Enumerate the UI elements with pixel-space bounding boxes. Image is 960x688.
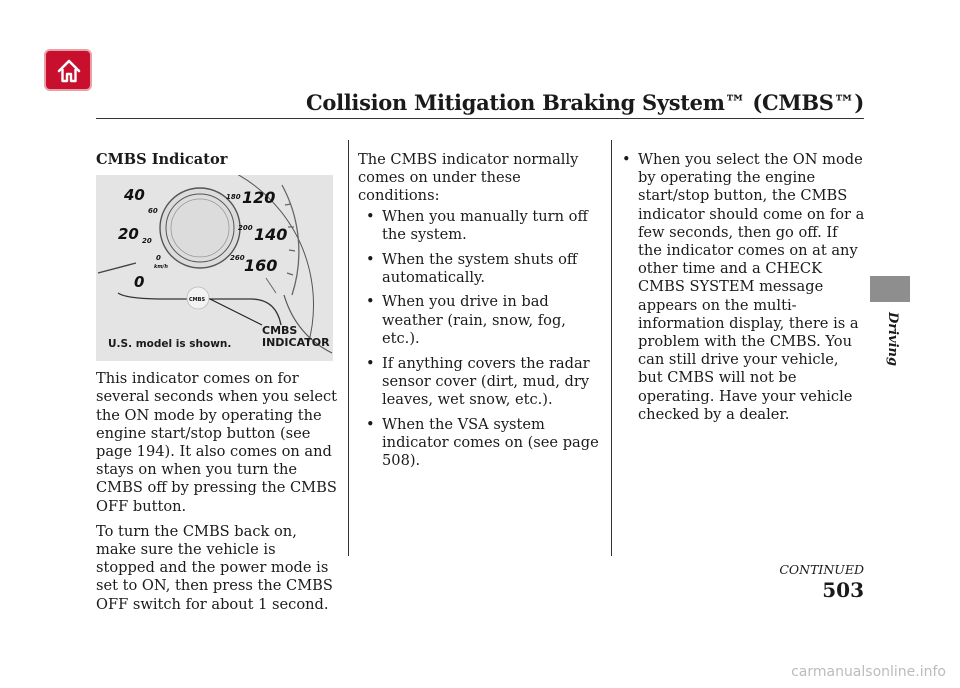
paragraph: The CMBS indicator normally comes on under these conditions: [358, 151, 579, 205]
list-item: • When you select the ON mode by operating the engine start/stop button, the CMBS indicator should come on for a few seconds, then go off. If the indicator comes on at any other time and a CHECK CMBS SYSTEM message appears on the multi-information display, there is a problem with the CMBS. You can still drive your vehicle, but CMBS will not be operating. Have your vehicle checked by a dealer. [622, 151, 865, 423]
gauge-label-180: 180 [226, 193, 241, 202]
gauge-label-200: 200 [238, 224, 253, 233]
section-tab-label: Driving [885, 312, 900, 367]
callout-line-2: INDICATOR [262, 336, 330, 350]
section-heading: CMBS Indicator [96, 151, 228, 168]
list-item: • When you drive in bad weather (rain, snow, fog, etc.). [366, 293, 566, 347]
bullet-list [358, 208, 604, 471]
column-divider-1 [348, 140, 349, 556]
list-item: • When the VSA system indicator comes on (see page 508). [366, 415, 599, 470]
gauge-label-20-big: 20 [118, 225, 139, 244]
figure-callout [262, 325, 330, 349]
watermark: carmanualsonline.info [791, 664, 946, 680]
gauge-label-160: 160 [244, 256, 278, 276]
cmbs-indicator-figure [96, 175, 333, 361]
cmbs-lamp-label: CMBS [189, 297, 206, 304]
header-rule [96, 118, 864, 119]
figure-caption: U.S. model is shown. [108, 338, 232, 350]
bullet-icon: • [622, 151, 631, 168]
callout-line-1: CMBS [262, 324, 298, 338]
bullet-icon: • [366, 250, 375, 268]
bullet-icon: • [366, 354, 375, 372]
list-item: • When you manually turn off the system. [366, 207, 588, 243]
bullet-list [614, 151, 866, 424]
bullet-icon: • [366, 207, 375, 225]
column-1 [96, 151, 338, 621]
home-icon [55, 57, 83, 85]
gauge-label-40: 40 [124, 186, 145, 205]
list-item: • If anything covers the radar sensor cover (dirt, mud, dry leaves, wet snow, etc.). [366, 354, 590, 408]
paragraph: This indicator comes on for several seconds when you select the ON mode by operating the engine start/stop button (see page 194). It also comes on and stays on when you turn the CMBS off by pressing the CMBS OFF button. [96, 370, 338, 515]
gauge-label-60: 60 [148, 207, 158, 216]
gauge-label-0: 0 [134, 273, 145, 292]
column-divider-2 [611, 140, 612, 556]
bullet-icon: • [366, 293, 375, 311]
page-number: 503 [822, 578, 864, 602]
gauge-label-20: 20 [142, 237, 152, 246]
gauge-label-260: 260 [230, 254, 245, 263]
section-tab-label-box [864, 312, 914, 384]
continued-label: CONTINUED [779, 562, 864, 577]
gauge-unit: km/h [154, 264, 168, 271]
gauge-label-0-small: 0 [156, 254, 161, 263]
page-title: Collision Mitigation Braking System™ (CMBS™) [305, 90, 864, 115]
paragraph: To turn the CMBS back on, make sure the vehicle is stopped and the power mode is set to ON, then press the CMBS OFF switch for about 1 second. [96, 522, 333, 613]
bullet-icon: • [366, 415, 375, 433]
column-3 [614, 151, 866, 431]
home-button[interactable] [44, 49, 92, 91]
column-2 [358, 151, 604, 477]
list-item: • When the system shuts off automatically. [366, 250, 578, 286]
gauge-label-140: 140 [254, 225, 288, 245]
section-tab[interactable] [870, 276, 910, 302]
gauge-label-120: 120 [242, 188, 276, 208]
